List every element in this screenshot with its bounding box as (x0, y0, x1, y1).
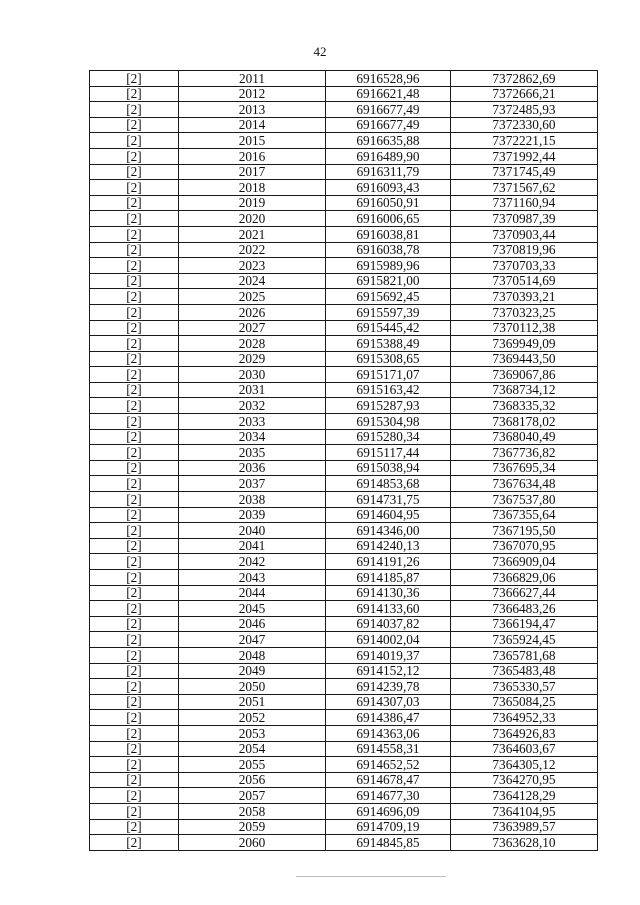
y-coordinate-cell: 7368178,02 (451, 414, 598, 430)
point-number-cell: 2034 (179, 429, 326, 445)
table-row (90, 86, 598, 102)
reference-cell: [2] (90, 585, 179, 601)
coordinates-table (89, 70, 598, 851)
point-number-cell: 2060 (179, 835, 326, 851)
point-number-cell: 2045 (179, 601, 326, 617)
y-coordinate-cell: 7370112,38 (451, 320, 598, 336)
table-row (90, 835, 598, 851)
reference-cell: [2] (90, 835, 179, 851)
point-number-cell: 2037 (179, 476, 326, 492)
x-coordinate-cell: 6915280,34 (326, 429, 451, 445)
point-number-cell: 2024 (179, 273, 326, 289)
x-coordinate-cell: 6914652,52 (326, 757, 451, 773)
x-coordinate-cell: 6914185,87 (326, 570, 451, 586)
y-coordinate-cell: 7367736,82 (451, 445, 598, 461)
x-coordinate-cell: 6915692,45 (326, 289, 451, 305)
y-coordinate-cell: 7363628,10 (451, 835, 598, 851)
x-coordinate-cell: 6914346,00 (326, 523, 451, 539)
table-row (90, 398, 598, 414)
table-row (90, 71, 598, 87)
point-number-cell: 2023 (179, 258, 326, 274)
point-number-cell: 2050 (179, 679, 326, 695)
reference-cell: [2] (90, 757, 179, 773)
y-coordinate-cell: 7372221,15 (451, 133, 598, 149)
table-row (90, 523, 598, 539)
x-coordinate-cell: 6914037,82 (326, 616, 451, 632)
table-row (90, 226, 598, 242)
x-coordinate-cell: 6914731,75 (326, 492, 451, 508)
y-coordinate-cell: 7367195,50 (451, 523, 598, 539)
reference-cell: [2] (90, 414, 179, 430)
table-row (90, 741, 598, 757)
y-coordinate-cell: 7364926,83 (451, 725, 598, 741)
table-row (90, 492, 598, 508)
table-row (90, 788, 598, 804)
reference-cell: [2] (90, 242, 179, 258)
x-coordinate-cell: 6915163,42 (326, 382, 451, 398)
table-row (90, 757, 598, 773)
table-row (90, 164, 598, 180)
reference-cell: [2] (90, 445, 179, 461)
table-row (90, 663, 598, 679)
table-row (90, 616, 598, 632)
x-coordinate-cell: 6916050,91 (326, 195, 451, 211)
reference-cell: [2] (90, 694, 179, 710)
y-coordinate-cell: 7372330,60 (451, 117, 598, 133)
y-coordinate-cell: 7372862,69 (451, 71, 598, 87)
point-number-cell: 2039 (179, 507, 326, 523)
y-coordinate-cell: 7366829,06 (451, 570, 598, 586)
reference-cell: [2] (90, 398, 179, 414)
reference-cell: [2] (90, 226, 179, 242)
x-coordinate-cell: 6915038,94 (326, 460, 451, 476)
x-coordinate-cell: 6914002,04 (326, 632, 451, 648)
y-coordinate-cell: 7364603,67 (451, 741, 598, 757)
table-row (90, 414, 598, 430)
point-number-cell: 2055 (179, 757, 326, 773)
bottom-divider (296, 876, 446, 877)
y-coordinate-cell: 7366627,44 (451, 585, 598, 601)
table-row (90, 289, 598, 305)
table-row (90, 429, 598, 445)
y-coordinate-cell: 7369949,09 (451, 336, 598, 352)
x-coordinate-cell: 6915388,49 (326, 336, 451, 352)
y-coordinate-cell: 7364270,95 (451, 772, 598, 788)
reference-cell: [2] (90, 351, 179, 367)
reference-cell: [2] (90, 367, 179, 383)
table-row (90, 102, 598, 118)
x-coordinate-cell: 6914130,36 (326, 585, 451, 601)
point-number-cell: 2035 (179, 445, 326, 461)
x-coordinate-cell: 6914678,47 (326, 772, 451, 788)
table-row (90, 710, 598, 726)
reference-cell: [2] (90, 273, 179, 289)
y-coordinate-cell: 7365330,57 (451, 679, 598, 695)
reference-cell: [2] (90, 304, 179, 320)
point-number-cell: 2015 (179, 133, 326, 149)
reference-cell: [2] (90, 460, 179, 476)
y-coordinate-cell: 7370323,25 (451, 304, 598, 320)
table-row (90, 445, 598, 461)
x-coordinate-cell: 6916093,43 (326, 180, 451, 196)
x-coordinate-cell: 6915445,42 (326, 320, 451, 336)
y-coordinate-cell: 7365924,45 (451, 632, 598, 648)
x-coordinate-cell: 6914191,26 (326, 554, 451, 570)
table-row (90, 679, 598, 695)
reference-cell: [2] (90, 819, 179, 835)
table-row (90, 195, 598, 211)
point-number-cell: 2036 (179, 460, 326, 476)
point-number-cell: 2046 (179, 616, 326, 632)
point-number-cell: 2041 (179, 538, 326, 554)
table-row (90, 554, 598, 570)
y-coordinate-cell: 7371745,49 (451, 164, 598, 180)
reference-cell: [2] (90, 788, 179, 804)
x-coordinate-cell: 6915171,07 (326, 367, 451, 383)
point-number-cell: 2018 (179, 180, 326, 196)
point-number-cell: 2044 (179, 585, 326, 601)
point-number-cell: 2048 (179, 647, 326, 663)
table-row (90, 211, 598, 227)
x-coordinate-cell: 6915117,44 (326, 445, 451, 461)
y-coordinate-cell: 7370987,39 (451, 211, 598, 227)
y-coordinate-cell: 7371992,44 (451, 148, 598, 164)
reference-cell: [2] (90, 710, 179, 726)
y-coordinate-cell: 7368734,12 (451, 382, 598, 398)
y-coordinate-cell: 7370703,33 (451, 258, 598, 274)
y-coordinate-cell: 7370819,96 (451, 242, 598, 258)
y-coordinate-cell: 7368335,32 (451, 398, 598, 414)
x-coordinate-cell: 6914853,68 (326, 476, 451, 492)
point-number-cell: 2054 (179, 741, 326, 757)
point-number-cell: 2038 (179, 492, 326, 508)
point-number-cell: 2042 (179, 554, 326, 570)
table-row (90, 507, 598, 523)
table-row (90, 304, 598, 320)
y-coordinate-cell: 7364305,12 (451, 757, 598, 773)
y-coordinate-cell: 7370903,44 (451, 226, 598, 242)
reference-cell: [2] (90, 320, 179, 336)
table-row (90, 772, 598, 788)
point-number-cell: 2043 (179, 570, 326, 586)
point-number-cell: 2051 (179, 694, 326, 710)
x-coordinate-cell: 6916489,90 (326, 148, 451, 164)
reference-cell: [2] (90, 429, 179, 445)
x-coordinate-cell: 6915597,39 (326, 304, 451, 320)
y-coordinate-cell: 7372666,21 (451, 86, 598, 102)
point-number-cell: 2030 (179, 367, 326, 383)
x-coordinate-cell: 6916677,49 (326, 117, 451, 133)
reference-cell: [2] (90, 679, 179, 695)
y-coordinate-cell: 7368040,49 (451, 429, 598, 445)
point-number-cell: 2021 (179, 226, 326, 242)
y-coordinate-cell: 7369443,50 (451, 351, 598, 367)
x-coordinate-cell: 6914240,13 (326, 538, 451, 554)
x-coordinate-cell: 6915304,98 (326, 414, 451, 430)
y-coordinate-cell: 7367634,48 (451, 476, 598, 492)
y-coordinate-cell: 7372485,93 (451, 102, 598, 118)
table-row (90, 694, 598, 710)
table-row (90, 133, 598, 149)
x-coordinate-cell: 6916528,96 (326, 71, 451, 87)
x-coordinate-cell: 6916621,48 (326, 86, 451, 102)
x-coordinate-cell: 6914152,12 (326, 663, 451, 679)
point-number-cell: 2052 (179, 710, 326, 726)
y-coordinate-cell: 7371160,94 (451, 195, 598, 211)
reference-cell: [2] (90, 741, 179, 757)
x-coordinate-cell: 6916038,81 (326, 226, 451, 242)
reference-cell: [2] (90, 133, 179, 149)
reference-cell: [2] (90, 258, 179, 274)
x-coordinate-cell: 6914307,03 (326, 694, 451, 710)
table-row (90, 632, 598, 648)
point-number-cell: 2011 (179, 71, 326, 87)
x-coordinate-cell: 6914696,09 (326, 803, 451, 819)
point-number-cell: 2026 (179, 304, 326, 320)
table-row (90, 117, 598, 133)
point-number-cell: 2031 (179, 382, 326, 398)
reference-cell: [2] (90, 803, 179, 819)
table-row (90, 336, 598, 352)
reference-cell: [2] (90, 554, 179, 570)
table-row (90, 180, 598, 196)
reference-cell: [2] (90, 538, 179, 554)
x-coordinate-cell: 6914845,85 (326, 835, 451, 851)
y-coordinate-cell: 7366909,04 (451, 554, 598, 570)
reference-cell: [2] (90, 492, 179, 508)
point-number-cell: 2058 (179, 803, 326, 819)
reference-cell: [2] (90, 180, 179, 196)
y-coordinate-cell: 7367070,95 (451, 538, 598, 554)
y-coordinate-cell: 7367695,34 (451, 460, 598, 476)
reference-cell: [2] (90, 148, 179, 164)
page-number: 42 (313, 44, 327, 59)
coordinates-table-body (90, 71, 598, 851)
point-number-cell: 2057 (179, 788, 326, 804)
reference-cell: [2] (90, 164, 179, 180)
x-coordinate-cell: 6914133,60 (326, 601, 451, 617)
point-number-cell: 2017 (179, 164, 326, 180)
y-coordinate-cell: 7371567,62 (451, 180, 598, 196)
point-number-cell: 2047 (179, 632, 326, 648)
reference-cell: [2] (90, 336, 179, 352)
y-coordinate-cell: 7366194,47 (451, 616, 598, 632)
reference-cell: [2] (90, 195, 179, 211)
reference-cell: [2] (90, 211, 179, 227)
point-number-cell: 2029 (179, 351, 326, 367)
x-coordinate-cell: 6914386,47 (326, 710, 451, 726)
table-row (90, 570, 598, 586)
point-number-cell: 2049 (179, 663, 326, 679)
reference-cell: [2] (90, 601, 179, 617)
table-row (90, 647, 598, 663)
reference-cell: [2] (90, 476, 179, 492)
y-coordinate-cell: 7364104,95 (451, 803, 598, 819)
point-number-cell: 2027 (179, 320, 326, 336)
reference-cell: [2] (90, 663, 179, 679)
table-row (90, 538, 598, 554)
x-coordinate-cell: 6915821,00 (326, 273, 451, 289)
reference-cell: [2] (90, 570, 179, 586)
y-coordinate-cell: 7370393,21 (451, 289, 598, 305)
point-number-cell: 2028 (179, 336, 326, 352)
reference-cell: [2] (90, 382, 179, 398)
reference-cell: [2] (90, 647, 179, 663)
x-coordinate-cell: 6914558,31 (326, 741, 451, 757)
reference-cell: [2] (90, 507, 179, 523)
table-row (90, 382, 598, 398)
table-row (90, 148, 598, 164)
point-number-cell: 2040 (179, 523, 326, 539)
reference-cell: [2] (90, 289, 179, 305)
table-row (90, 819, 598, 835)
x-coordinate-cell: 6915989,96 (326, 258, 451, 274)
point-number-cell: 2033 (179, 414, 326, 430)
x-coordinate-cell: 6914363,06 (326, 725, 451, 741)
point-number-cell: 2059 (179, 819, 326, 835)
point-number-cell: 2056 (179, 772, 326, 788)
table-row (90, 273, 598, 289)
table-row (90, 460, 598, 476)
x-coordinate-cell: 6914239,78 (326, 679, 451, 695)
point-number-cell: 2012 (179, 86, 326, 102)
y-coordinate-cell: 7367537,80 (451, 492, 598, 508)
point-number-cell: 2020 (179, 211, 326, 227)
point-number-cell: 2016 (179, 148, 326, 164)
table-row (90, 320, 598, 336)
x-coordinate-cell: 6914709,19 (326, 819, 451, 835)
x-coordinate-cell: 6916006,65 (326, 211, 451, 227)
point-number-cell: 2019 (179, 195, 326, 211)
y-coordinate-cell: 7364128,29 (451, 788, 598, 804)
x-coordinate-cell: 6916038,78 (326, 242, 451, 258)
reference-cell: [2] (90, 725, 179, 741)
table-row (90, 476, 598, 492)
x-coordinate-cell: 6916677,49 (326, 102, 451, 118)
y-coordinate-cell: 7367355,64 (451, 507, 598, 523)
reference-cell: [2] (90, 772, 179, 788)
table-row (90, 367, 598, 383)
x-coordinate-cell: 6915287,93 (326, 398, 451, 414)
reference-cell: [2] (90, 71, 179, 87)
table-row (90, 803, 598, 819)
table-row (90, 601, 598, 617)
x-coordinate-cell: 6914604,95 (326, 507, 451, 523)
table-row (90, 258, 598, 274)
reference-cell: [2] (90, 523, 179, 539)
point-number-cell: 2025 (179, 289, 326, 305)
table-row (90, 725, 598, 741)
table-row (90, 242, 598, 258)
reference-cell: [2] (90, 632, 179, 648)
table-row (90, 585, 598, 601)
x-coordinate-cell: 6914019,37 (326, 647, 451, 663)
y-coordinate-cell: 7365483,48 (451, 663, 598, 679)
x-coordinate-cell: 6916635,88 (326, 133, 451, 149)
y-coordinate-cell: 7365781,68 (451, 647, 598, 663)
reference-cell: [2] (90, 117, 179, 133)
y-coordinate-cell: 7366483,26 (451, 601, 598, 617)
point-number-cell: 2013 (179, 102, 326, 118)
point-number-cell: 2022 (179, 242, 326, 258)
reference-cell: [2] (90, 86, 179, 102)
x-coordinate-cell: 6914677,30 (326, 788, 451, 804)
y-coordinate-cell: 7363989,57 (451, 819, 598, 835)
table-row (90, 351, 598, 367)
y-coordinate-cell: 7364952,33 (451, 710, 598, 726)
y-coordinate-cell: 7365084,25 (451, 694, 598, 710)
reference-cell: [2] (90, 102, 179, 118)
x-coordinate-cell: 6916311,79 (326, 164, 451, 180)
y-coordinate-cell: 7369067,86 (451, 367, 598, 383)
point-number-cell: 2032 (179, 398, 326, 414)
x-coordinate-cell: 6915308,65 (326, 351, 451, 367)
y-coordinate-cell: 7370514,69 (451, 273, 598, 289)
point-number-cell: 2053 (179, 725, 326, 741)
reference-cell: [2] (90, 616, 179, 632)
point-number-cell: 2014 (179, 117, 326, 133)
